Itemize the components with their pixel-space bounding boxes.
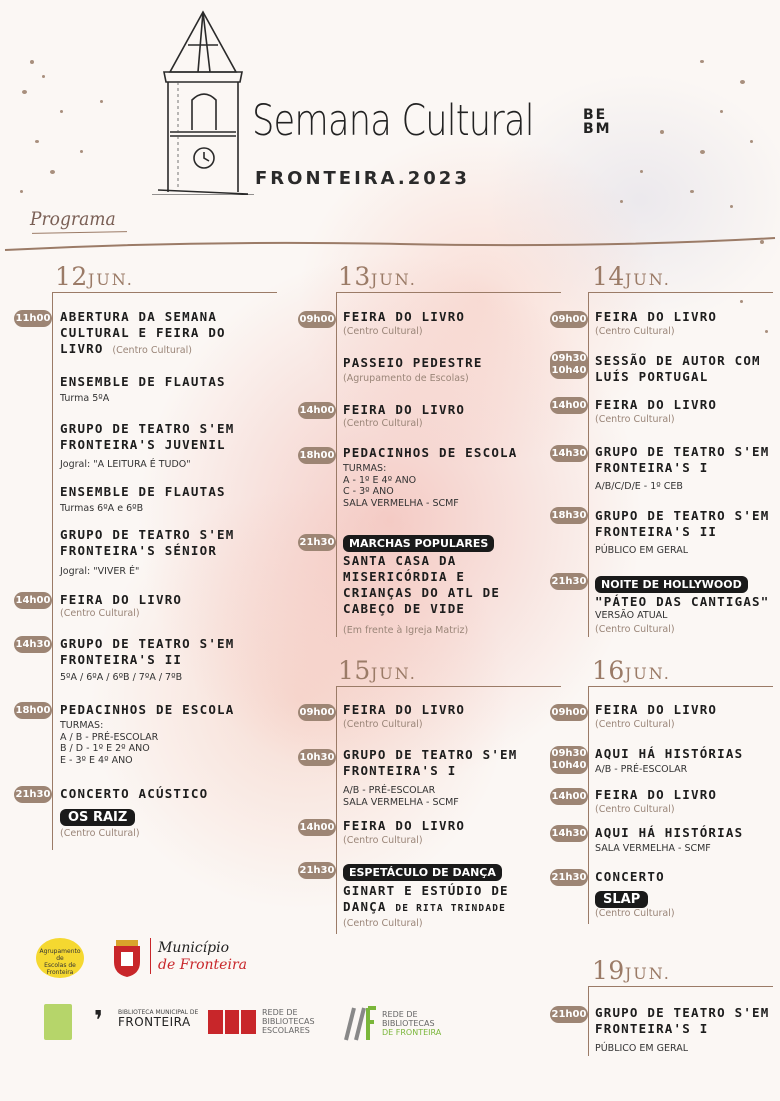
bell-tower-illustration [148,10,258,195]
event-item: FEIRA DO LIVRO [343,402,466,417]
event-title: Semana Cultural [252,96,534,146]
event-item: AQUI HÁ HISTÓRIAS [595,746,744,761]
municipal-crest-logo [108,936,146,978]
event-location: (Centro Cultural) [595,326,675,337]
date-underline [52,292,277,293]
date-19-jun: 19JUN. [592,956,671,985]
agrupamento-escolas-logo: Agrupamento de Escolas de Fronteira [36,938,84,978]
time-badge: 09h30 10h40 [550,746,588,774]
event-item: FEIRA DO LIVRO [343,702,466,717]
event-detail: 5ºA / 6ºA / 6ºB / 7ºA / 7ºB [60,672,183,683]
event-item: FEIRA DO LIVRO [595,309,718,324]
event-detail: Turma 5ºA [60,393,110,404]
date-15-jun: 15JUN. [338,656,417,685]
event-item: GRUPO DE TEATRO S'EM FRONTEIRA'S II [60,636,235,667]
event-detail: Jogral: "VIVER É" [60,566,140,577]
bm-small-label: BIBLIOTECA MUNICIPAL DE [118,1009,199,1016]
performer-pill: SLAP [595,888,648,908]
event-location: (Agrupamento de Escolas) [343,373,469,384]
event-item: GRUPO DE TEATRO S'EM FRONTEIRA'S II [595,508,770,539]
event-item: FEIRA DO LIVRO [60,592,183,607]
event-location: (Centro Cultural) [343,835,423,846]
time-badge: 11h00 [14,310,52,327]
time-badge: 21h30 [550,869,588,886]
event-item: PEDACINHOS DE ESCOLA [343,445,518,460]
municipio-label: Município [158,940,230,956]
event-item: CONCERTO ACÚSTICO [60,786,209,801]
rbf-label: REDE DE BIBLIOTECAS DE FRONTEIRA [382,1010,442,1037]
event-detail: PÚBLICO EM GERAL [595,545,689,556]
time-badge: 14h00 [298,819,336,836]
event-item: ABERTURA DA SEMANA CULTURAL E FEIRA DO LIVRO (Centro Cultural) [60,309,226,356]
time-badge: 09h00 [550,704,588,721]
timeline-line [336,292,337,637]
date-underline [588,686,773,687]
event-item: FEIRA DO LIVRO [595,702,718,717]
event-location: (Centro Cultural) [60,608,140,619]
event-item: GRUPO DE TEATRO S'EM FRONTEIRA'S I [343,747,518,778]
event-item: PEDACINHOS DE ESCOLA [60,702,235,717]
time-badge: 18h00 [14,702,52,719]
event-item: FEIRA DO LIVRO [343,818,466,833]
category-pill: ESPETÁCULO DE DANÇA [343,861,502,881]
rbe-logo-mark [208,1010,256,1034]
event-location: (Centro Cultural) [60,828,140,839]
event-item: FEIRA DO LIVRO [343,309,466,324]
time-badge: 09h00 [550,311,588,328]
time-badge: 14h30 [14,636,52,653]
event-location: (Centro Cultural) [595,908,675,919]
event-location: (Centro Cultural) [343,326,423,337]
time-badge: 21h30 [298,534,336,551]
event-detail: A/B - PRÉ-ESCOLAR SALA VERMELHA - SCMF [343,785,459,808]
event-item: GINART E ESTÚDIO DE DANÇA DE RITA TRINDADE [343,883,509,914]
event-item: GRUPO DE TEATRO S'EM FRONTEIRA'S I [595,444,770,475]
time-badge: 14h00 [14,592,52,609]
event-detail: TURMAS: A / B - PRÉ-ESCOLAR B / D - 1º E 2º ANO E - 3º E 4º ANO [60,720,159,766]
event-item: AQUI HÁ HISTÓRIAS [595,825,744,840]
date-16-jun: 16JUN. [592,656,671,685]
time-badge: 18h00 [298,447,336,464]
time-badge: 09h30 10h40 [550,351,588,379]
title-tag: BE BM [583,107,612,137]
date-underline [588,986,773,987]
rbe-label: REDE DE BIBLIOTECAS ESCOLARES [262,1008,315,1035]
event-detail: TURMAS: A - 1º E 4º ANO C - 3º ANO SALA VERMELHA - SCMF [343,463,459,509]
event-item: FEIRA DO LIVRO [595,787,718,802]
time-badge: 10h30 [298,749,336,766]
category-pill: NOITE DE HOLLYWOOD [595,573,748,593]
event-detail: A/B - PRÉ-ESCOLAR [595,764,688,775]
time-badge: 14h30 [550,445,588,462]
timeline-line [52,292,53,850]
timeline-line [588,686,589,924]
event-location: (Centro Cultural) [343,719,423,730]
bm-fronteira-label: FRONTEIRA [118,1015,191,1029]
event-item: GRUPO DE TEATRO S'EM FRONTEIRA'S JUVENIL [60,421,235,452]
rbf-logo-mark [342,1004,378,1042]
event-item: GRUPO DE TEATRO S'EM FRONTEIRA'S SÉNIOR [60,527,235,558]
bm-quote-icon: ❜ [94,1006,104,1036]
event-location: (Em frente à Igreja Matriz) [343,625,469,636]
event-location: (Centro Cultural) [343,418,423,429]
event-item: FEIRA DO LIVRO [595,397,718,412]
time-badge: 21h00 [550,1006,588,1023]
date-underline [588,292,773,293]
event-item: GRUPO DE TEATRO S'EM FRONTEIRA'S I [595,1005,770,1036]
event-location: (Centro Cultural) [343,918,423,929]
date-12-jun: 12JUN. [55,262,134,291]
category-pill: MARCHAS POPULARES [343,532,494,552]
event-item: "PÁTEO DAS CANTIGAS" [595,594,770,609]
time-badge: 21h30 [14,786,52,803]
date-13-jun: 13JUN. [338,262,417,291]
date-underline [336,686,561,687]
timeline-line [588,986,589,1056]
performer-pill: OS RAIZ [60,806,135,826]
event-item: SESSÃO DE AUTOR COM LUÍS PORTUGAL [595,353,761,384]
library-green-logo [44,1004,72,1040]
event-item: PASSEIO PEDESTRE [343,355,483,370]
event-location: (Centro Cultural) [595,414,675,425]
time-badge: 21h30 [298,862,336,879]
time-badge: 14h00 [298,402,336,419]
time-badge: 09h00 [298,704,336,721]
event-item: ENSEMBLE DE FLAUTAS [60,484,226,499]
date-14-jun: 14JUN. [592,262,671,291]
event-subtitle: FRONTEIRA.2023 [255,168,470,189]
fronteira-label: de Fronteira [158,957,247,973]
event-detail: Turmas 6ºA e 6ºB [60,503,144,514]
section-label: Programa [30,208,116,230]
time-badge: 14h30 [550,825,588,842]
event-item: ENSEMBLE DE FLAUTAS [60,374,226,389]
logo-divider [150,938,151,974]
time-badge: 14h00 [550,788,588,805]
time-badge: 09h00 [298,311,336,328]
event-detail: Jogral: "A LEITURA É TUDO" [60,459,191,470]
event-detail: A/B/C/D/E - 1º CEB [595,481,683,492]
event-location: (Centro Cultural) [595,804,675,815]
time-badge: 18h30 [550,507,588,524]
timeline-line [588,292,589,637]
date-underline [336,292,561,293]
time-badge: 14h00 [550,397,588,414]
event-item: CONCERTO [595,869,665,884]
event-location: (Centro Cultural) [595,624,675,635]
time-badge: 21h30 [550,573,588,590]
event-detail: SALA VERMELHA - SCMF [595,843,711,854]
event-detail: VERSÃO ATUAL [595,610,668,621]
timeline-line [336,686,337,934]
event-detail: PÚBLICO EM GERAL [595,1043,689,1054]
event-item: SANTA CASA DA MISERICÓRDIA E CRIANÇAS DO ATL DE CABEÇO DE VIDE [343,553,501,616]
event-location: (Centro Cultural) [595,719,675,730]
